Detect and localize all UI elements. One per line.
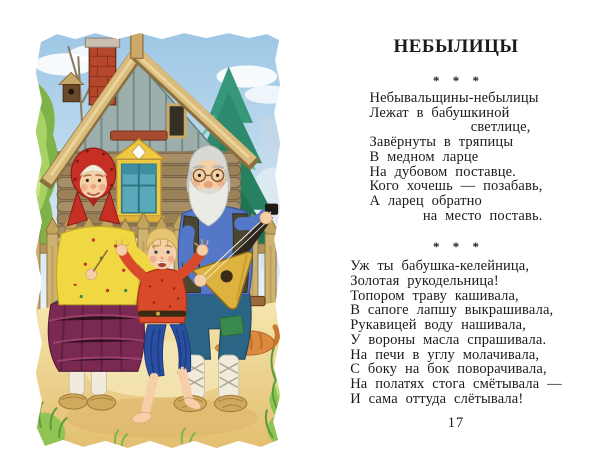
poem-line: Топором траву кашивала,	[350, 287, 519, 304]
poem-line: Завёрнуты в тряпицы	[369, 134, 514, 151]
page-number: 17	[447, 415, 465, 432]
poem-line: На печи в углу молачивала,	[350, 346, 540, 363]
poem-column	[336, 30, 576, 454]
poem-line: С боку на бок поворачивала,	[350, 361, 547, 378]
stanza-2	[350, 259, 562, 406]
attic-window	[168, 105, 185, 137]
poem-line: А ларец обратно	[369, 192, 482, 209]
poem-line: светлице,	[470, 119, 531, 136]
poem-line: Рукавицей воду нашивала,	[350, 317, 527, 334]
book-illustration	[30, 26, 286, 454]
poem-line: И сама оттуда слётывала!	[350, 390, 524, 407]
stanza-separator: * * *	[433, 73, 484, 88]
poem-line: Небывальщины-небылицы	[369, 90, 539, 106]
poem-line: На полатях стога смётывала —	[350, 375, 562, 392]
poem-line: Уж ты бабушка-келейница,	[350, 258, 530, 275]
stanza-1	[369, 91, 542, 223]
poem-line: В сапоге лапшу выкрашивала,	[350, 302, 554, 319]
illustration-canvas	[30, 26, 286, 454]
poem-line: Кого хочешь — позабавь,	[369, 178, 543, 195]
poem-title: НЕБЫЛИЦЫ	[393, 36, 519, 57]
stanza-separator: * * *	[433, 239, 484, 255]
poem-line: Золотая рукодельница!	[350, 273, 499, 290]
poem-line: У вороны масла спрашивала.	[350, 331, 547, 348]
poem-line: на место поставь.	[422, 207, 543, 224]
poem-line: В медном ларце	[369, 148, 479, 165]
poem-line: На дубовом поставце.	[369, 163, 517, 180]
poem-line: Лежат в бабушкиной	[369, 104, 510, 121]
